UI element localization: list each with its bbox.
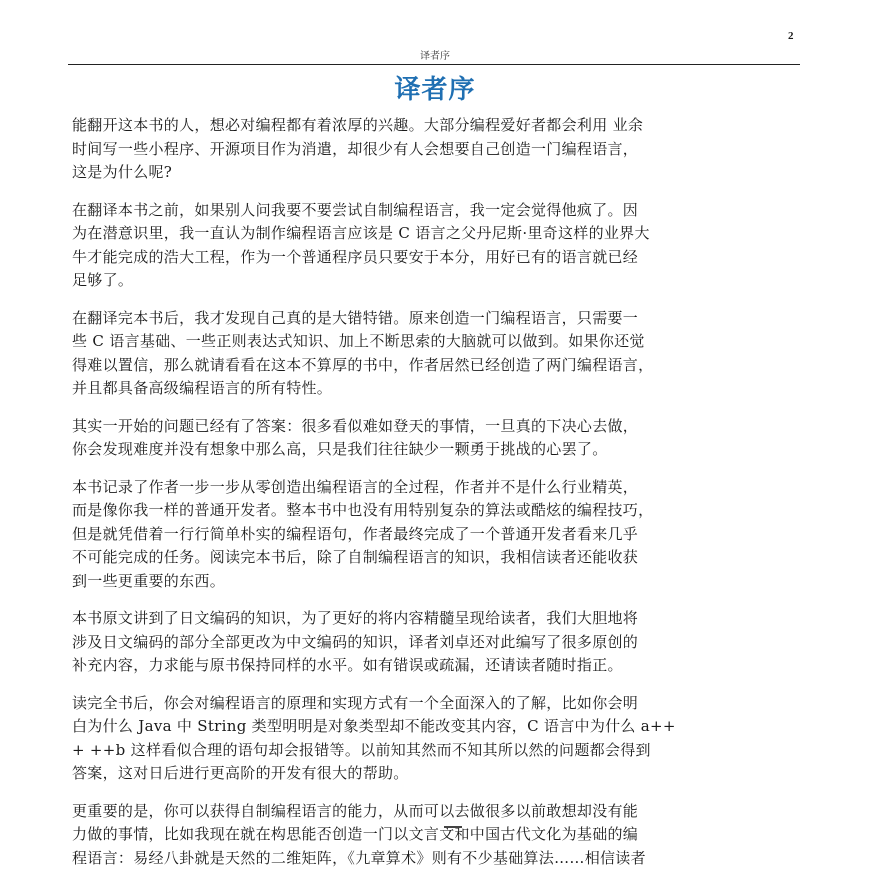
paragraph-2 <box>72 199 802 293</box>
paragraph-7 <box>72 692 802 786</box>
text-line: 更重要的是，你可以获得自制编程语言的能力，从而可以去做很多以前敢想却没有能 <box>72 801 639 820</box>
text-line: 牛才能完成的浩大工程，作为一个普通程序员只要安于本分，用好已有的语言就已经 <box>72 247 639 266</box>
text-line: 其实一开始的问题已经有了答案：很多看似难如登天的事情，一旦真的下决心去做， <box>72 416 639 435</box>
text-line: 在翻译本书之前，如果别人问我要不要尝试自制编程语言，我一定会觉得他疯了。因 <box>72 200 639 219</box>
paragraph-4 <box>72 415 802 462</box>
text-line: 在翻译完本书后，我才发现自己真的是大错特错。原来创造一门编程语言，只需要一 <box>72 308 639 327</box>
text-line: 本书原文讲到了日文编码的知识，为了更好的将内容精髓呈现给读者，我们大胆地将 <box>72 609 639 627</box>
text-line: + ++b 这样看似合理的语句却会报错等。以前知其然而不知其所以然的问题都会得到 <box>72 740 651 759</box>
paragraph-6 <box>72 607 802 678</box>
page-bottom-mark <box>444 826 462 834</box>
running-header: 译者序 <box>420 51 450 62</box>
text-line: 并且都具备高级编程语言的所有特性。 <box>72 379 333 397</box>
page-number: 2 <box>788 30 794 42</box>
text-line: 本书记录了作者一步一步从零创造出编程语言的全过程，作者并不是什么行业精英， <box>72 477 639 496</box>
text-line: 补充内容，力求能与原书保持同样的水平。如有错误或疏漏，还请读者随时指正。 <box>72 656 623 674</box>
text-line: 到一些更重要的东西。 <box>72 571 226 590</box>
text-line: 答案，这对日后进行更高阶的开发有很大的帮助。 <box>72 764 409 782</box>
text-line: 不可能完成的任务。阅读完本书后，除了自制编程语言的知识，我相信读者还能收获 <box>72 548 639 566</box>
page-title: 译者序 <box>394 75 476 105</box>
text-line: 这是为什么呢? <box>72 163 173 181</box>
text-line: 但是就凭借着一行行简单朴实的编程语句，作者最终完成了一个普通开发者看来几乎 <box>72 524 639 543</box>
text-line: 些 C 语言基础、一些正则表达式知识、加上不断思索的大脑就可以做到。如果你还觉 <box>72 332 645 350</box>
text-line: 得难以置信，那么就请看看在这本不算厚的书中，作者居然已经创造了两门编程语言， <box>72 355 654 374</box>
text-line: 涉及日文编码的部分全部更改为中文编码的知识，译者刘卓还对此编写了很多原创的 <box>72 632 639 651</box>
paragraph-3 <box>72 307 802 401</box>
text-line: 能翻开这本书的人，想必对编程都有着浓厚的兴趣。大部分编程爱好者都会利用 业余 <box>72 116 644 134</box>
text-line: 读完全书后，你会对编程语言的原理和实现方式有一个全面深入的了解，比如你会明 <box>72 693 639 712</box>
text-line: 为在潜意识里，我一直认为制作编程语言应该是 C 语言之父丹尼斯·里奇这样的业界大 <box>72 224 650 242</box>
text-line: 时间写一些小程序、开源项目作为消遣，却很少有人会想要自己创造一门编程语言， <box>72 139 639 158</box>
paragraph-5 <box>72 476 802 594</box>
text-line: 白为什么 Java 中 String 类型明明是对象类型却不能改变其内容，C 语言中为什么 a++ <box>72 717 676 735</box>
paragraph-8 <box>72 800 802 871</box>
text-line: 你会发现难度并没有想象中那么高，只是我们往往缺少一颗勇于挑战的心罢了。 <box>72 440 608 458</box>
text-line: 程语言：易经八卦就是天然的二维矩阵，《九章算术》则有不少基础算法……相信读者 <box>72 848 646 867</box>
text-line: 足够了。 <box>72 271 134 289</box>
body-text <box>72 114 802 884</box>
header-rule <box>68 64 800 65</box>
paragraph-1 <box>72 114 802 185</box>
text-line: 而是像你我一样的普通开发者。整本书中也没有用特别复杂的算法或酷炫的编程技巧， <box>72 501 654 519</box>
text-line: 力做的事情，比如我现在就在构思能否创造一门以文言文和中国古代文化为基础的编 <box>72 825 639 843</box>
